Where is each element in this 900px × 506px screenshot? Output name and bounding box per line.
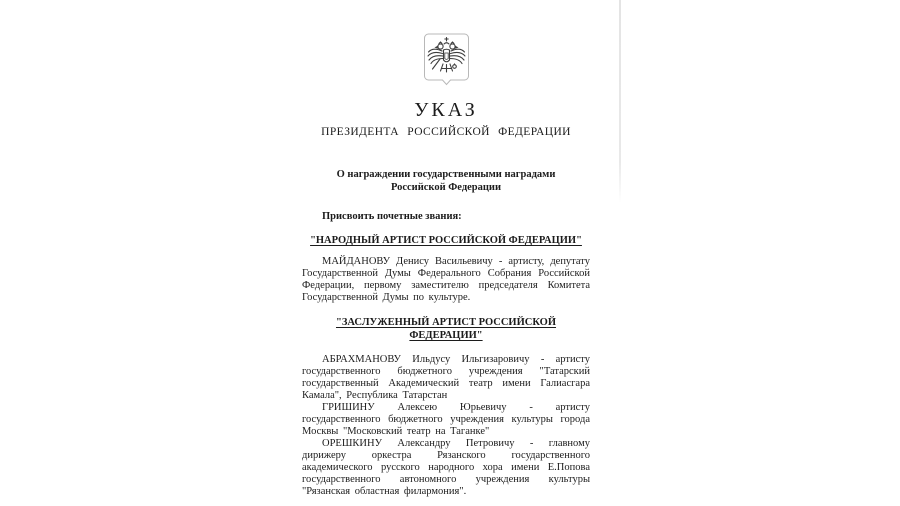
doc-subject-line1: О награждении государственными наградами: [336, 169, 556, 180]
decree-document: [302, 33, 590, 498]
decree-intro-line: Присвоить почетные звания:: [322, 211, 462, 222]
page-scan-edge-line: [619, 0, 621, 203]
section-zasluzhenny-artist: [302, 316, 590, 498]
honorary-title-heading: "НАРОДНЫЙ АРТИСТ РОССИЙСКОЙ ФЕДЕРАЦИИ": [310, 235, 582, 246]
award-paragraph: ОРЕШКИНУ Александру Петровичу - главному дирижеру оркестра Рязанского государственного академического русского народного хора имени Е.Попова государственного автономного учреждения культуры "Рязанская областная филармония".: [302, 438, 590, 497]
doc-subject-line2: Российской Федерации: [390, 182, 502, 193]
doc-type-title: УКАЗ: [414, 99, 478, 121]
award-paragraph: МАЙДАНОВУ Денису Васильевичу - артисту, депутату Государственной Думы Федерального Собрания Российской Федерации, первому заместителю председателя Комитета Государственной Думы по культуре.: [302, 256, 590, 303]
honorary-title-heading: "ЗАСЛУЖЕННЫЙ АРТИСТ РОССИЙСКОЙ ФЕДЕРАЦИИ": [335, 317, 557, 341]
doc-issuer: ПРЕЗИДЕНТА РОССИЙСКОЙ ФЕДЕРАЦИИ: [321, 126, 571, 138]
section-narodny-artist: [302, 234, 590, 304]
award-paragraph: ГРИШИНУ Алексею Юрьевичу - артисту государственного бюджетного учреждения культуры города Москвы "Московский театр на Таганке": [302, 402, 590, 437]
award-paragraph: АБРАХМАНОВУ Ильдусу Ильгизаровичу - артисту государственного бюджетного учреждения "Татарский государственный Академический театр имени Галиасгара Камала", Республика Татарстан: [302, 354, 590, 401]
russian-coat-of-arms-icon: [302, 33, 590, 86]
doc-subject: [302, 168, 590, 194]
